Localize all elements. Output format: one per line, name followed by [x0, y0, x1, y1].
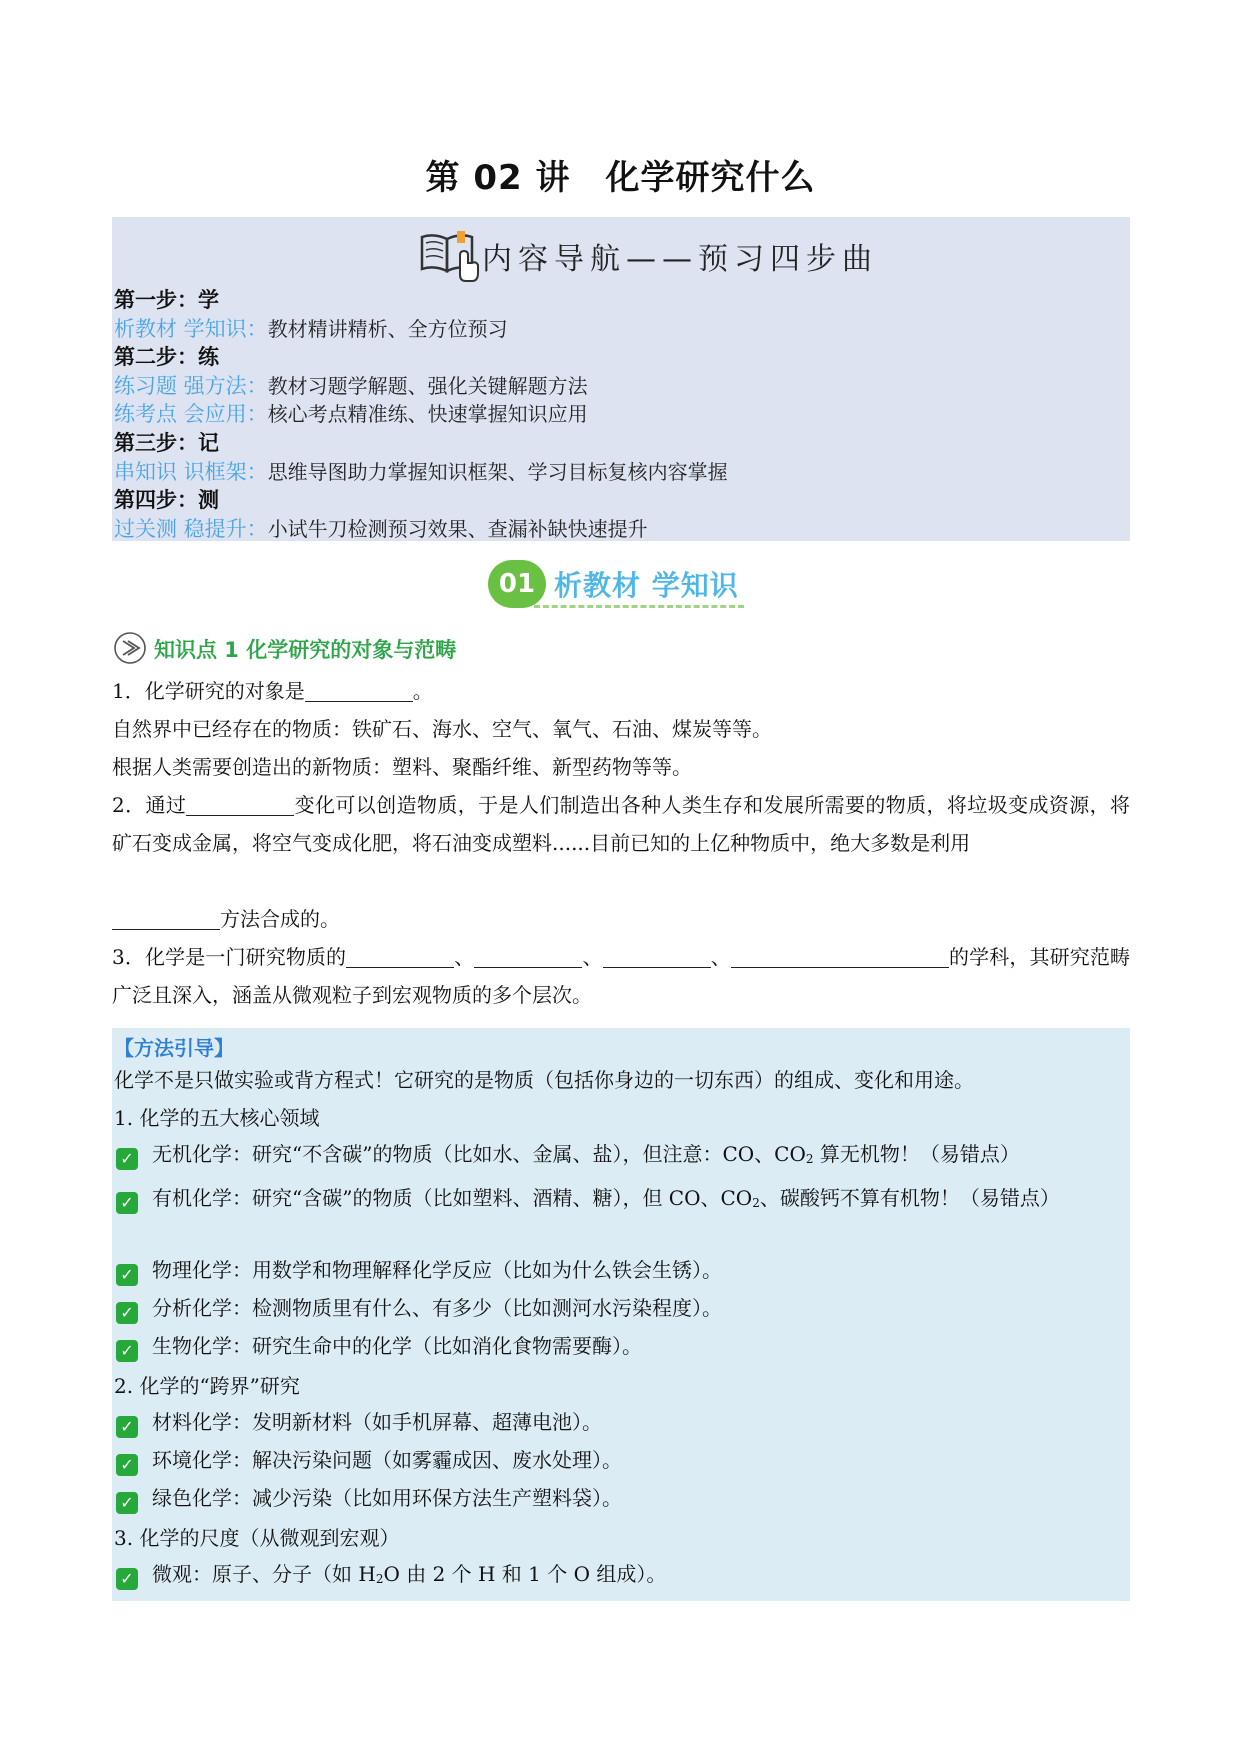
- badge-underline: [534, 605, 744, 608]
- subscript: 2: [752, 1196, 760, 1210]
- text: 物理化学：用数学和物理解释化学反应（比如为什么铁会生锈）。: [152, 1258, 722, 1282]
- nav-steps: [114, 286, 728, 543]
- list-item: [116, 1483, 1128, 1514]
- nav-header-title: 内容导航——预习四步曲: [482, 242, 878, 277]
- text: 方法合成的。: [220, 907, 340, 931]
- list-item: [116, 1331, 1128, 1362]
- text: 、: [582, 945, 603, 969]
- method-intro: 化学不是只做实验或背方程式！它研究的是物质（包括你身边的一切东西）的组成、变化和用途。: [114, 1068, 974, 1092]
- content-navigation-box: [112, 217, 1130, 541]
- answer-blank[interactable]: [186, 791, 294, 816]
- answer-blank[interactable]: [305, 677, 413, 702]
- step-tag: 析教材 学知识：: [114, 316, 268, 341]
- checkbox-icon: ✓: [116, 1492, 138, 1514]
- section-label: 析教材 学知识: [554, 569, 739, 602]
- text: 微观：原子、分子（如 H: [152, 1562, 376, 1586]
- step-tag: 过关测 稳提升：: [114, 516, 268, 541]
- checkbox-icon: ✓: [116, 1302, 138, 1324]
- step-title: 第二步：练: [114, 345, 219, 370]
- step-item: [114, 400, 728, 429]
- text: 的学科，其研究范畴广泛且深入，涵盖从微观粒子到宏观物质的多个层次。: [112, 945, 1131, 1007]
- method-heading: 3. 化学的尺度（从微观到宏观）: [114, 1526, 400, 1550]
- text: 1．化学研究的对象是: [112, 679, 305, 703]
- list-item: [116, 1293, 1128, 1324]
- section-badge: [484, 556, 764, 612]
- answer-blank[interactable]: [731, 943, 949, 968]
- checkbox-icon: ✓: [116, 1148, 138, 1170]
- section-number: 01: [488, 560, 546, 608]
- step-title: 第四步：测: [114, 488, 219, 513]
- text: 材料化学：发明新材料（如手机屏幕、超薄电池）。: [152, 1410, 602, 1434]
- text: 。: [412, 679, 433, 703]
- question-2-continued: [112, 900, 1130, 938]
- step-desc: 教材精讲精析、全方位预习: [267, 316, 508, 341]
- text: 环境化学：解决污染问题（如雾霾成因、废水处理）。: [152, 1448, 622, 1472]
- text: 无机化学：研究“不含碳”的物质（比如水、金属、盐），但注意：CO、CO: [152, 1142, 806, 1166]
- checkbox-icon: ✓: [116, 1416, 138, 1438]
- text: 生物化学：研究生命中的化学（比如消化食物需要酶）。: [152, 1334, 642, 1358]
- list-item: [116, 1559, 1128, 1594]
- checkbox-icon: ✓: [116, 1192, 138, 1214]
- step-tag: 练习题 强方法：: [114, 373, 268, 398]
- step-title: 第一步：学: [114, 288, 219, 312]
- question-2: [112, 786, 1130, 862]
- method-tag: 【方法引导】: [114, 1036, 234, 1060]
- list-item: [116, 1255, 1128, 1286]
- step-title: 第三步：记: [114, 430, 219, 455]
- text: 3．化学是一门研究物质的: [112, 945, 347, 969]
- answer-blank[interactable]: [346, 943, 454, 968]
- nav-header: [112, 219, 1130, 287]
- method-guide-box: [112, 1028, 1130, 1601]
- list-item: [116, 1445, 1128, 1476]
- step-item: [114, 515, 728, 544]
- answer-blank[interactable]: [112, 905, 220, 930]
- method-heading: 2. 化学的“跨界”研究: [114, 1374, 300, 1398]
- page-title: 第 02 讲 化学研究什么: [425, 158, 816, 198]
- list-item: [116, 1407, 1128, 1438]
- list-item: [116, 1139, 1128, 1174]
- method-heading: 1. 化学的五大核心领域: [114, 1106, 320, 1130]
- checkbox-icon: ✓: [116, 1454, 138, 1476]
- knowledge-point-title: 知识点 1 化学研究的对象与范畴: [154, 638, 457, 662]
- question-3: [112, 938, 1130, 1014]
- text: 、: [454, 945, 475, 969]
- text: 分析化学：检测物质里有什么、有多少（比如测河水污染程度）。: [152, 1296, 722, 1320]
- paragraph: 自然界中已经存在的物质：铁矿石、海水、空气、氧气、石油、煤炭等等。: [112, 717, 772, 741]
- text: O 由 2 个 H 和 1 个 O 组成）。: [383, 1562, 667, 1586]
- step-desc: 教材习题学解题、强化关键解题方法: [267, 373, 588, 398]
- step-item: [114, 458, 728, 487]
- step-tag: 串知识 识框架：: [114, 459, 268, 484]
- text: 变化可以创造物质，于是人们制造出各种人类生存和发展所需要的物质，将垃圾变成资源，将矿石变成金属，将空气变成化肥，将石油变成塑料......目前已知的上亿种物质中，绝大多数是利用: [112, 793, 1130, 855]
- paragraph: 根据人类需要创造出的新物质：塑料、聚酯纤维、新型药物等等。: [112, 755, 692, 779]
- step-tag: 练考点 会应用：: [114, 402, 268, 427]
- answer-blank[interactable]: [603, 943, 711, 968]
- text: 2．通过: [112, 793, 187, 817]
- checkbox-icon: ✓: [116, 1264, 138, 1286]
- step-desc: 核心考点精准练、快速掌握知识应用: [267, 402, 588, 427]
- text: 有机化学：研究“含碳”的物质（比如塑料、酒精、糖），但 CO、CO: [152, 1186, 753, 1210]
- text: 绿色化学：减少污染（比如用环保方法生产塑料袋）。: [152, 1486, 622, 1510]
- checkbox-icon: ✓: [116, 1340, 138, 1362]
- subscript: 2: [805, 1152, 814, 1166]
- list-item: [116, 1179, 1128, 1222]
- step-item: [114, 372, 728, 401]
- answer-blank[interactable]: [474, 943, 582, 968]
- book-pointer-icon: [418, 225, 480, 283]
- question-1: [112, 672, 1130, 710]
- text: 、碳酸钙不算有机物！（易错点）: [759, 1186, 1060, 1210]
- step-item: [114, 315, 728, 344]
- step-desc: 小试牛刀检测预习效果、查漏补缺快速提升: [267, 516, 648, 541]
- text: 算无机物！（易错点）: [813, 1142, 1020, 1166]
- step-desc: 思维导图助力掌握知识框架、学习目标复核内容掌握: [267, 459, 728, 484]
- play-circle-icon: [112, 630, 148, 666]
- text: 、: [710, 945, 731, 969]
- subscript: 2: [375, 1572, 384, 1586]
- checkbox-icon: ✓: [116, 1568, 138, 1590]
